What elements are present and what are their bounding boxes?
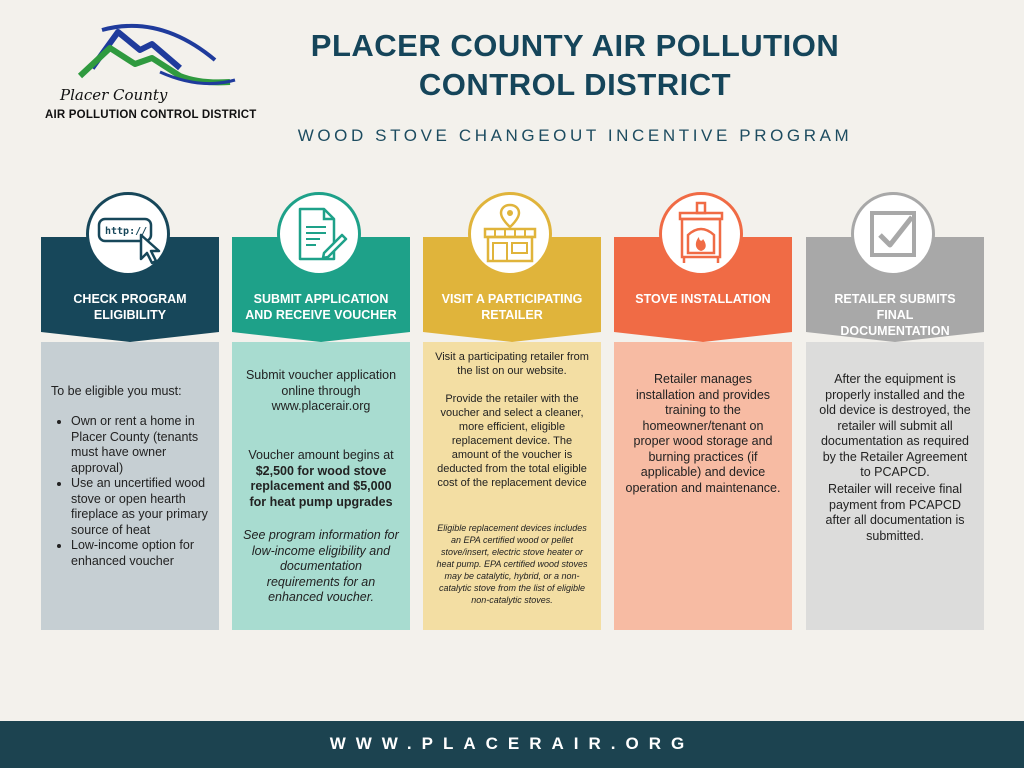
step-check-eligibility <box>41 192 219 630</box>
step-title-line: STOVE INSTALLATION <box>635 292 771 306</box>
step-paragraph: Provide the retailer with the voucher and select a cleaner, more efficient, eligible replacement device. The amount of the voucher is deducted from the total eligible cost of the replacement device <box>437 393 587 489</box>
url-text: http:// <box>105 226 148 237</box>
page-title-line1: PLACER COUNTY AIR POLLUTION <box>310 28 840 63</box>
step-title <box>812 291 978 339</box>
eligible-devices-note: Eligible replacement devices includes an EPA certified wood or pellet stove/insert, electric stove heater or heat pump. EPA certified wood stoves may be catalytic, hybrid, or a non-catalytic stove from the list of eligible non-catalytic stoves. <box>436 523 588 605</box>
step-stove-installation <box>614 192 792 630</box>
list-item: • Low-income option for enhanced voucher <box>71 538 211 569</box>
step-body <box>41 342 219 630</box>
list-item: • Use an uncertified wood stove or open hearth fireplace as your primary source of heat <box>71 476 211 538</box>
voucher-amount <box>242 448 400 510</box>
step-title-line: FINAL <box>876 308 914 322</box>
step-title <box>47 291 213 323</box>
step-title <box>238 291 404 323</box>
step-icon-circle <box>468 192 552 276</box>
step-body <box>423 342 601 630</box>
mountain-logo-icon <box>40 20 270 90</box>
step-icon-circle <box>277 192 361 276</box>
step-title-line: ELIGIBILITY <box>93 308 167 322</box>
voucher-amount-bold: $2,500 for wood stove replacement and $5,000 for heat pump upgrades <box>249 463 393 509</box>
page-subtitle: WOOD STOVE CHANGEOUT INCENTIVE PROGRAM <box>297 126 853 145</box>
step-icon-circle <box>659 192 743 276</box>
step-title-line: AND RECEIVE VOUCHER <box>245 308 397 322</box>
storefront-pin-icon <box>471 195 549 273</box>
step-body <box>806 342 984 630</box>
step-title-line: DOCUMENTATION <box>840 324 950 338</box>
logo-subtitle: AIR POLLUTION CONTROL DISTRICT <box>45 109 257 121</box>
step-paragraph: Retailer manages installation and provides training to the homeowner/tenant on proper wood storage and burning practices (if applicable) and device operation and maintenance. <box>625 372 781 495</box>
eligibility-list <box>55 414 211 569</box>
web-url-cursor-icon <box>89 195 167 273</box>
footer-bar <box>0 721 1024 768</box>
page-title <box>290 26 860 104</box>
step-icon-circle <box>86 192 170 276</box>
step-title <box>620 291 786 307</box>
document-pen-icon <box>280 195 358 273</box>
district-logo <box>40 20 270 130</box>
voucher-amount-prefix: Voucher amount begins at <box>248 448 394 462</box>
list-item: • Own or rent a home in Placer County (tenants must have owner approval) <box>71 414 211 476</box>
step-body <box>232 342 410 630</box>
page-title-line2: CONTROL DISTRICT <box>418 67 732 102</box>
step-final-documentation <box>806 192 984 630</box>
step-paragraph: Retailer will receive final payment from PCAPCD after all documentation is submitted. <box>825 482 965 543</box>
step-title-line: VISIT A PARTICIPATING <box>441 292 583 306</box>
eligibility-intro: To be eligible you must: <box>51 384 182 398</box>
step-title <box>429 291 595 323</box>
step-icon-circle <box>851 192 935 276</box>
step-paragraph: After the equipment is properly installed and the old device is destroyed, the retailer will submit all documentation as required by the Retailer Agreement to PCAPCD. <box>819 372 971 479</box>
step-title-line: CHECK PROGRAM <box>73 292 187 306</box>
step-paragraph: Visit a participating retailer from the list on our website. <box>435 351 589 377</box>
step-body <box>614 342 792 630</box>
step-paragraph: See program information for low-income eligibility and documentation requirements for an enhanced voucher. <box>243 528 399 604</box>
step-title-line: RETAILER SUBMITS <box>834 292 956 306</box>
step-submit-application <box>232 192 410 630</box>
step-title-line: RETAILER <box>481 308 543 322</box>
logo-script-name: Placer County <box>60 86 168 104</box>
step-title-line: SUBMIT APPLICATION <box>253 292 389 306</box>
checkbox-icon <box>854 195 932 273</box>
footer-website-link[interactable]: WWW.PLACERAIR.ORG <box>329 734 695 753</box>
step-paragraph: Submit voucher application online through www.placerair.org <box>245 368 397 413</box>
step-visit-retailer <box>423 192 601 630</box>
wood-stove-icon <box>662 195 740 273</box>
